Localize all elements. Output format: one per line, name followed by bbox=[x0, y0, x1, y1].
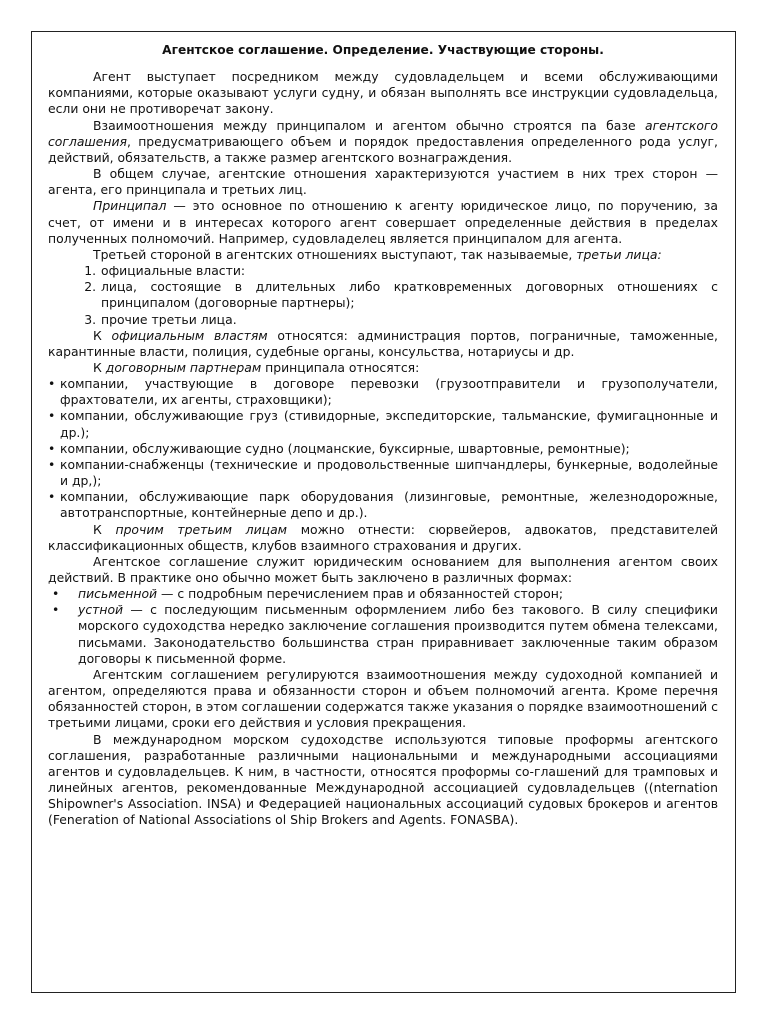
list-item bbox=[78, 586, 718, 602]
paragraph bbox=[48, 69, 718, 117]
text-run: К bbox=[93, 521, 116, 537]
paragraph bbox=[48, 198, 718, 246]
text-run: К bbox=[93, 327, 112, 343]
emphasized-text: письменной bbox=[78, 586, 158, 602]
text-run: В общем случае, агентские отношения характеризуются участием в них трех сторон — агента, его принципала и третьих лиц. bbox=[48, 166, 718, 198]
text-run: К bbox=[93, 359, 106, 375]
list-item bbox=[100, 263, 718, 279]
bulleted-list bbox=[48, 586, 718, 667]
text-run: компании, обслуживающие судно (лоцманские, буксирные, швартовные, ремонтные); bbox=[60, 440, 630, 456]
paragraph bbox=[48, 247, 718, 263]
numbered-list bbox=[48, 263, 718, 328]
list-item bbox=[60, 441, 718, 457]
paragraph bbox=[48, 732, 718, 829]
emphasized-text: официальным властям bbox=[111, 327, 268, 343]
text-run: компании, обслуживающие груз (стивидорные, экспедиторские, тальманские, фумигацнонные и др.); bbox=[60, 408, 718, 440]
text-run: лица, состоящие в длительных либо кратковременных договорных отношениях с принципалом (договорные партнеры); bbox=[101, 279, 718, 311]
text-run: относятся: администрация портов, пограничные, таможенные, карантинные власти, полиция, судебные органы, консульства, нотариусы и др. bbox=[48, 327, 718, 359]
list-item bbox=[60, 376, 718, 408]
text-run: компании, обслуживающие парк оборудования (лизинговые, ремонтные, железнодорожные, автотранспортные, контейнерные депо и др.). bbox=[60, 489, 718, 521]
text-run: можно отнести: сюрвейеров, адвокатов, представителей классификационных обществ, клубов взаимного страхования и других. bbox=[48, 521, 718, 553]
list-item bbox=[100, 279, 718, 311]
text-run: принципала относятся: bbox=[261, 359, 420, 375]
text-run: Третьей стороной в агентских отношениях выступают, так называемые, bbox=[93, 246, 577, 262]
text-run: Агент выступает посредником между судовладельцем и всеми обслуживающими компаниями, которые оказывают услуги судну, и обязан выполнять все инструкции судовладельца, если они не противоречат закону. bbox=[48, 69, 718, 117]
emphasized-text: третьи лица: bbox=[576, 246, 662, 262]
text-run: — с подробным перечислением прав и обязанностей сторон; bbox=[157, 586, 564, 602]
text-run: В международном морском судоходстве используются типовые проформы агентского соглашения, разработанные различными национальными и международными ассоциациями агентов и судовладельцев. К ним, в частности, относятся проформы со-глашений для трамповых и линейных агентов, рекомендованные Международной ассоциацией судовладельцев ((nternation Shipowner's Association. INSA) и Федерацией национальных ассоциаций судовых брокеров и агентов (Feneration of National Associations ol Ship Brokers and Agents. FONASBA). bbox=[48, 731, 718, 828]
list-item bbox=[78, 602, 718, 667]
list-item bbox=[60, 489, 718, 521]
text-run: прочие третьи лица. bbox=[101, 311, 237, 327]
emphasized-text: агентского соглашения bbox=[48, 117, 718, 149]
text-run: , предусматривающего объем и порядок предоставления определенного рода услуг, действий, обязательств, а также размер агентского вознаграждения. bbox=[48, 133, 718, 165]
emphasized-text: устной bbox=[78, 602, 124, 618]
emphasized-text: Принципал bbox=[93, 198, 167, 214]
text-run: — с последующим письменным оформлением либо без такового. В силу специфики морского судоходства нередко заключение соглашения производится путем обмена телексами, письмами. Законодательство большинства стран приравнивает заключенные таким образом договоры к письменной форме. bbox=[78, 602, 718, 666]
list-item bbox=[100, 312, 718, 328]
document-page bbox=[31, 31, 736, 993]
text-run: компании-снабженцы (технические и продовольственные шипчандлеры, бункерные, водолейные и др,); bbox=[60, 456, 718, 489]
paragraph bbox=[48, 166, 718, 198]
text-run: Агентское соглашение служит юридическим основанием для выполнения агентом своих действий. В практике оно обычно может быть заключено в различных формах: bbox=[48, 553, 718, 585]
text-run: — это основное по отношению к агенту юридическое лицо, по поручению, за счет, от имени и в интересах которого агент совершает определенные действия в пределах полученных полномочий. Например, судовладелец является принципалом для агента. bbox=[48, 198, 718, 246]
document-body bbox=[48, 69, 718, 828]
list-item bbox=[60, 457, 718, 489]
text-run: официальные власти: bbox=[101, 263, 246, 279]
text-run: компании, участвующие в договоре перевозки (грузоотправители и грузополучатели, фрахтователи, их агенты, страховщики); bbox=[60, 376, 718, 408]
emphasized-text: договорным партнерам bbox=[105, 359, 262, 375]
bulleted-list bbox=[48, 376, 718, 521]
paragraph bbox=[48, 667, 718, 732]
list-item bbox=[60, 408, 718, 440]
text-run: Взаимоотношения между принципалом и агентом обычно строятся па базе bbox=[93, 117, 645, 133]
emphasized-text: прочим третьим лицам bbox=[115, 521, 288, 537]
text-run: Агентским соглашением регулируются взаимоотношения между судоходной компанией и агентом, определяются права и обязанности сторон и объем полномочий агента. Кроме перечня обязанностей сторон, в этом соглашении содержатся также указания о порядке взаимоотношений с третьими лицами, сроки его действия и условия прекращения. bbox=[48, 666, 718, 731]
paragraph bbox=[48, 554, 718, 586]
paragraph bbox=[48, 118, 718, 166]
document-title: Агентское соглашение. Определение. Участвующие стороны. bbox=[162, 43, 604, 57]
paragraph bbox=[48, 328, 718, 360]
paragraph bbox=[48, 522, 718, 554]
paragraph bbox=[48, 360, 718, 376]
